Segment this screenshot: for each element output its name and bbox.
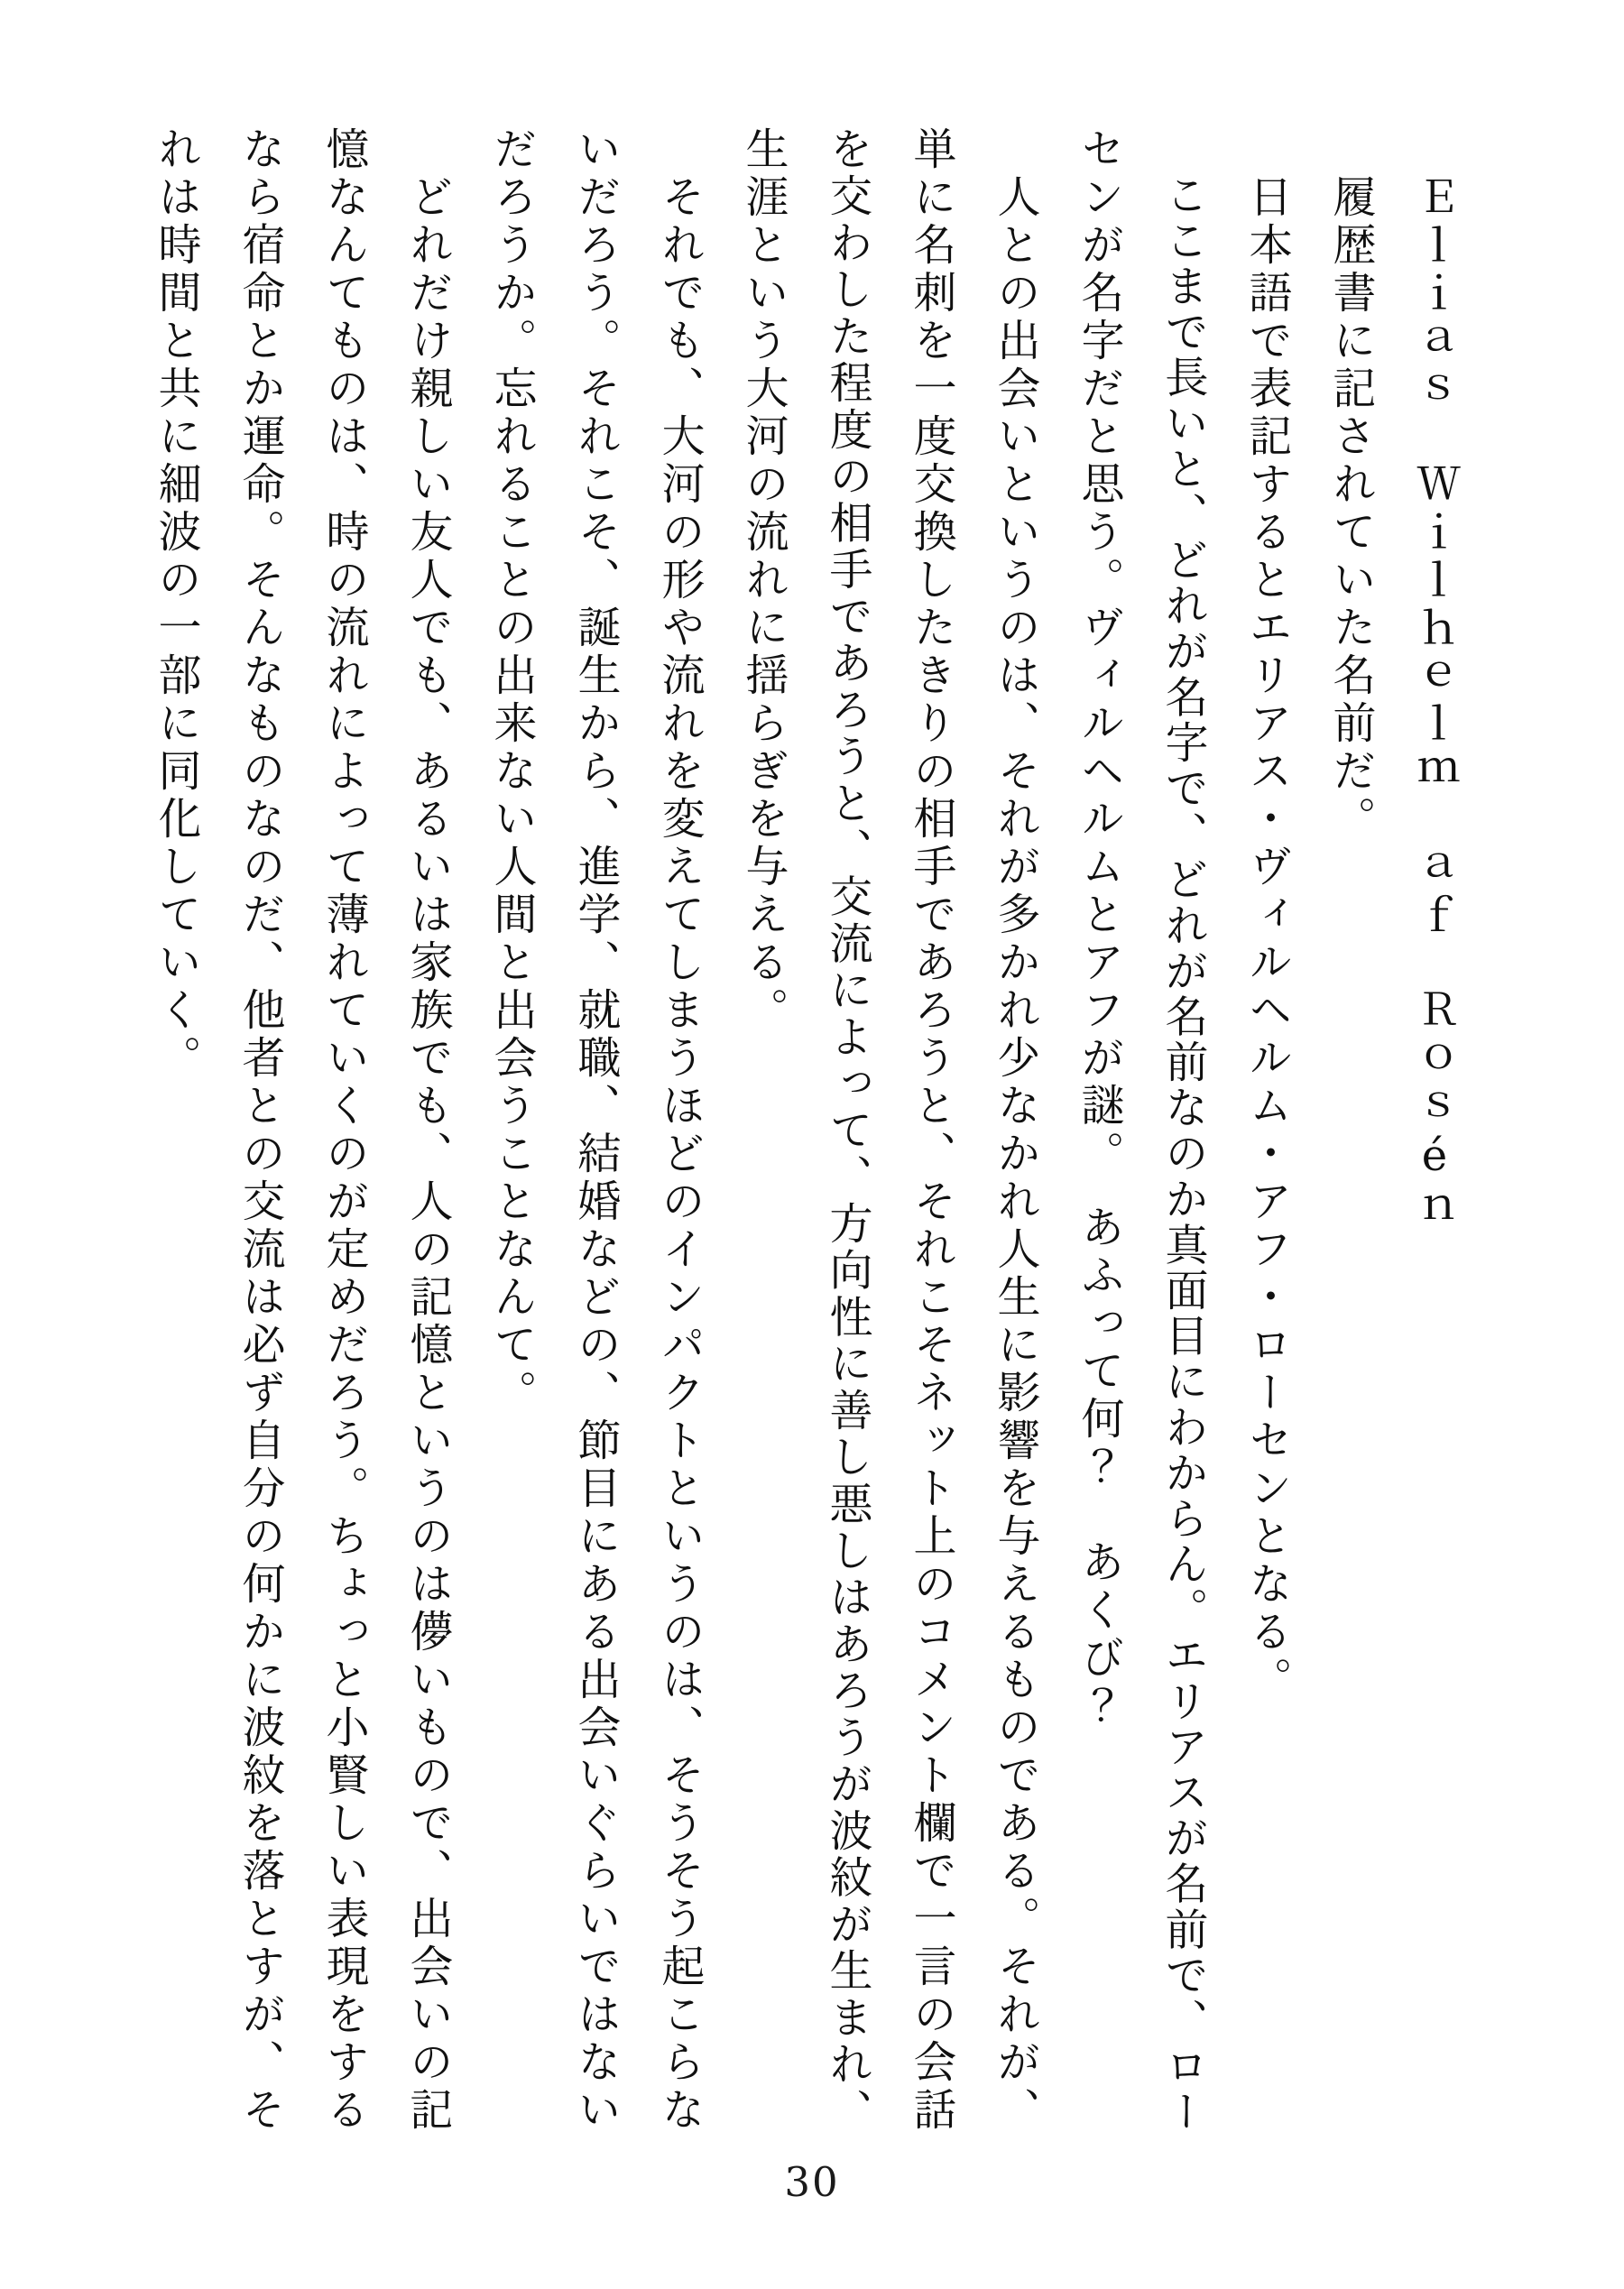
page-number: 30 xyxy=(784,2158,840,2206)
text-column: 履歴書に記されていた名前だ。 xyxy=(1325,126,1376,844)
text-column: を交わした程度の相手であろうと、交流によって、方向性に善し悪しはあろうが波紋が生まれ、 xyxy=(822,126,872,2135)
text-column: センが名字だと思う。ヴィルヘルムとアフが謎。 あふって何？ あくび？ xyxy=(1074,126,1124,1731)
text-column: 憶なんてものは、時の流れによって薄れていくのが定めだろう。ちょっと小賢しい表現をする xyxy=(318,126,369,2135)
text-column: ここまで長いと、どれが名字で、どれが名前なのか真面目にわからん。エリアスが名前で、ロー xyxy=(1158,126,1208,2135)
text-column: れは時間と共に細波の一部に同化していく。 xyxy=(151,126,201,1083)
text-column: 日本語で表記するとエリアス・ヴィルヘルム・アフ・ローセンとなる。 xyxy=(1241,126,1292,1704)
text-column: 人との出会いというのは、それが多かれ少なかれ人生に影響を与えるものである。それが、 xyxy=(990,126,1040,2135)
text-column: いだろう。それこそ、誕生から、進学、就職、結婚などの、節目にある出会いぐらいではない xyxy=(570,126,621,2135)
body-text xyxy=(134,126,1476,2140)
text-column: 単に名刺を一度交換したきりの相手であろうと、それこそネット上のコメント欄で一言の会話 xyxy=(906,126,956,2135)
text-column: どれだけ親しい友人でも、あるいは家族でも、人の記憶というのは儚いもので、出会いの記 xyxy=(402,126,453,2135)
text-column: それでも、大河の形や流れを変えてしまうほどのインパクトというのは、そうそう起こらな xyxy=(654,126,705,2135)
text-column: Ｅｌｉａｓ Ｗｉｌｈｅｌｍ ａｆ Ｒｏｓéｎ xyxy=(1409,126,1460,1233)
text-column: 生涯という大河の流れに揺らぎを与える。 xyxy=(738,126,789,1035)
text-column: だろうか。忘れることの出来ない人間と出会うことなんて。 xyxy=(486,126,537,1417)
text-column: なら宿命とか運命。そんなものなのだ、他者との交流は必ず自分の何かに波紋を落とすが、そ xyxy=(235,126,285,2135)
